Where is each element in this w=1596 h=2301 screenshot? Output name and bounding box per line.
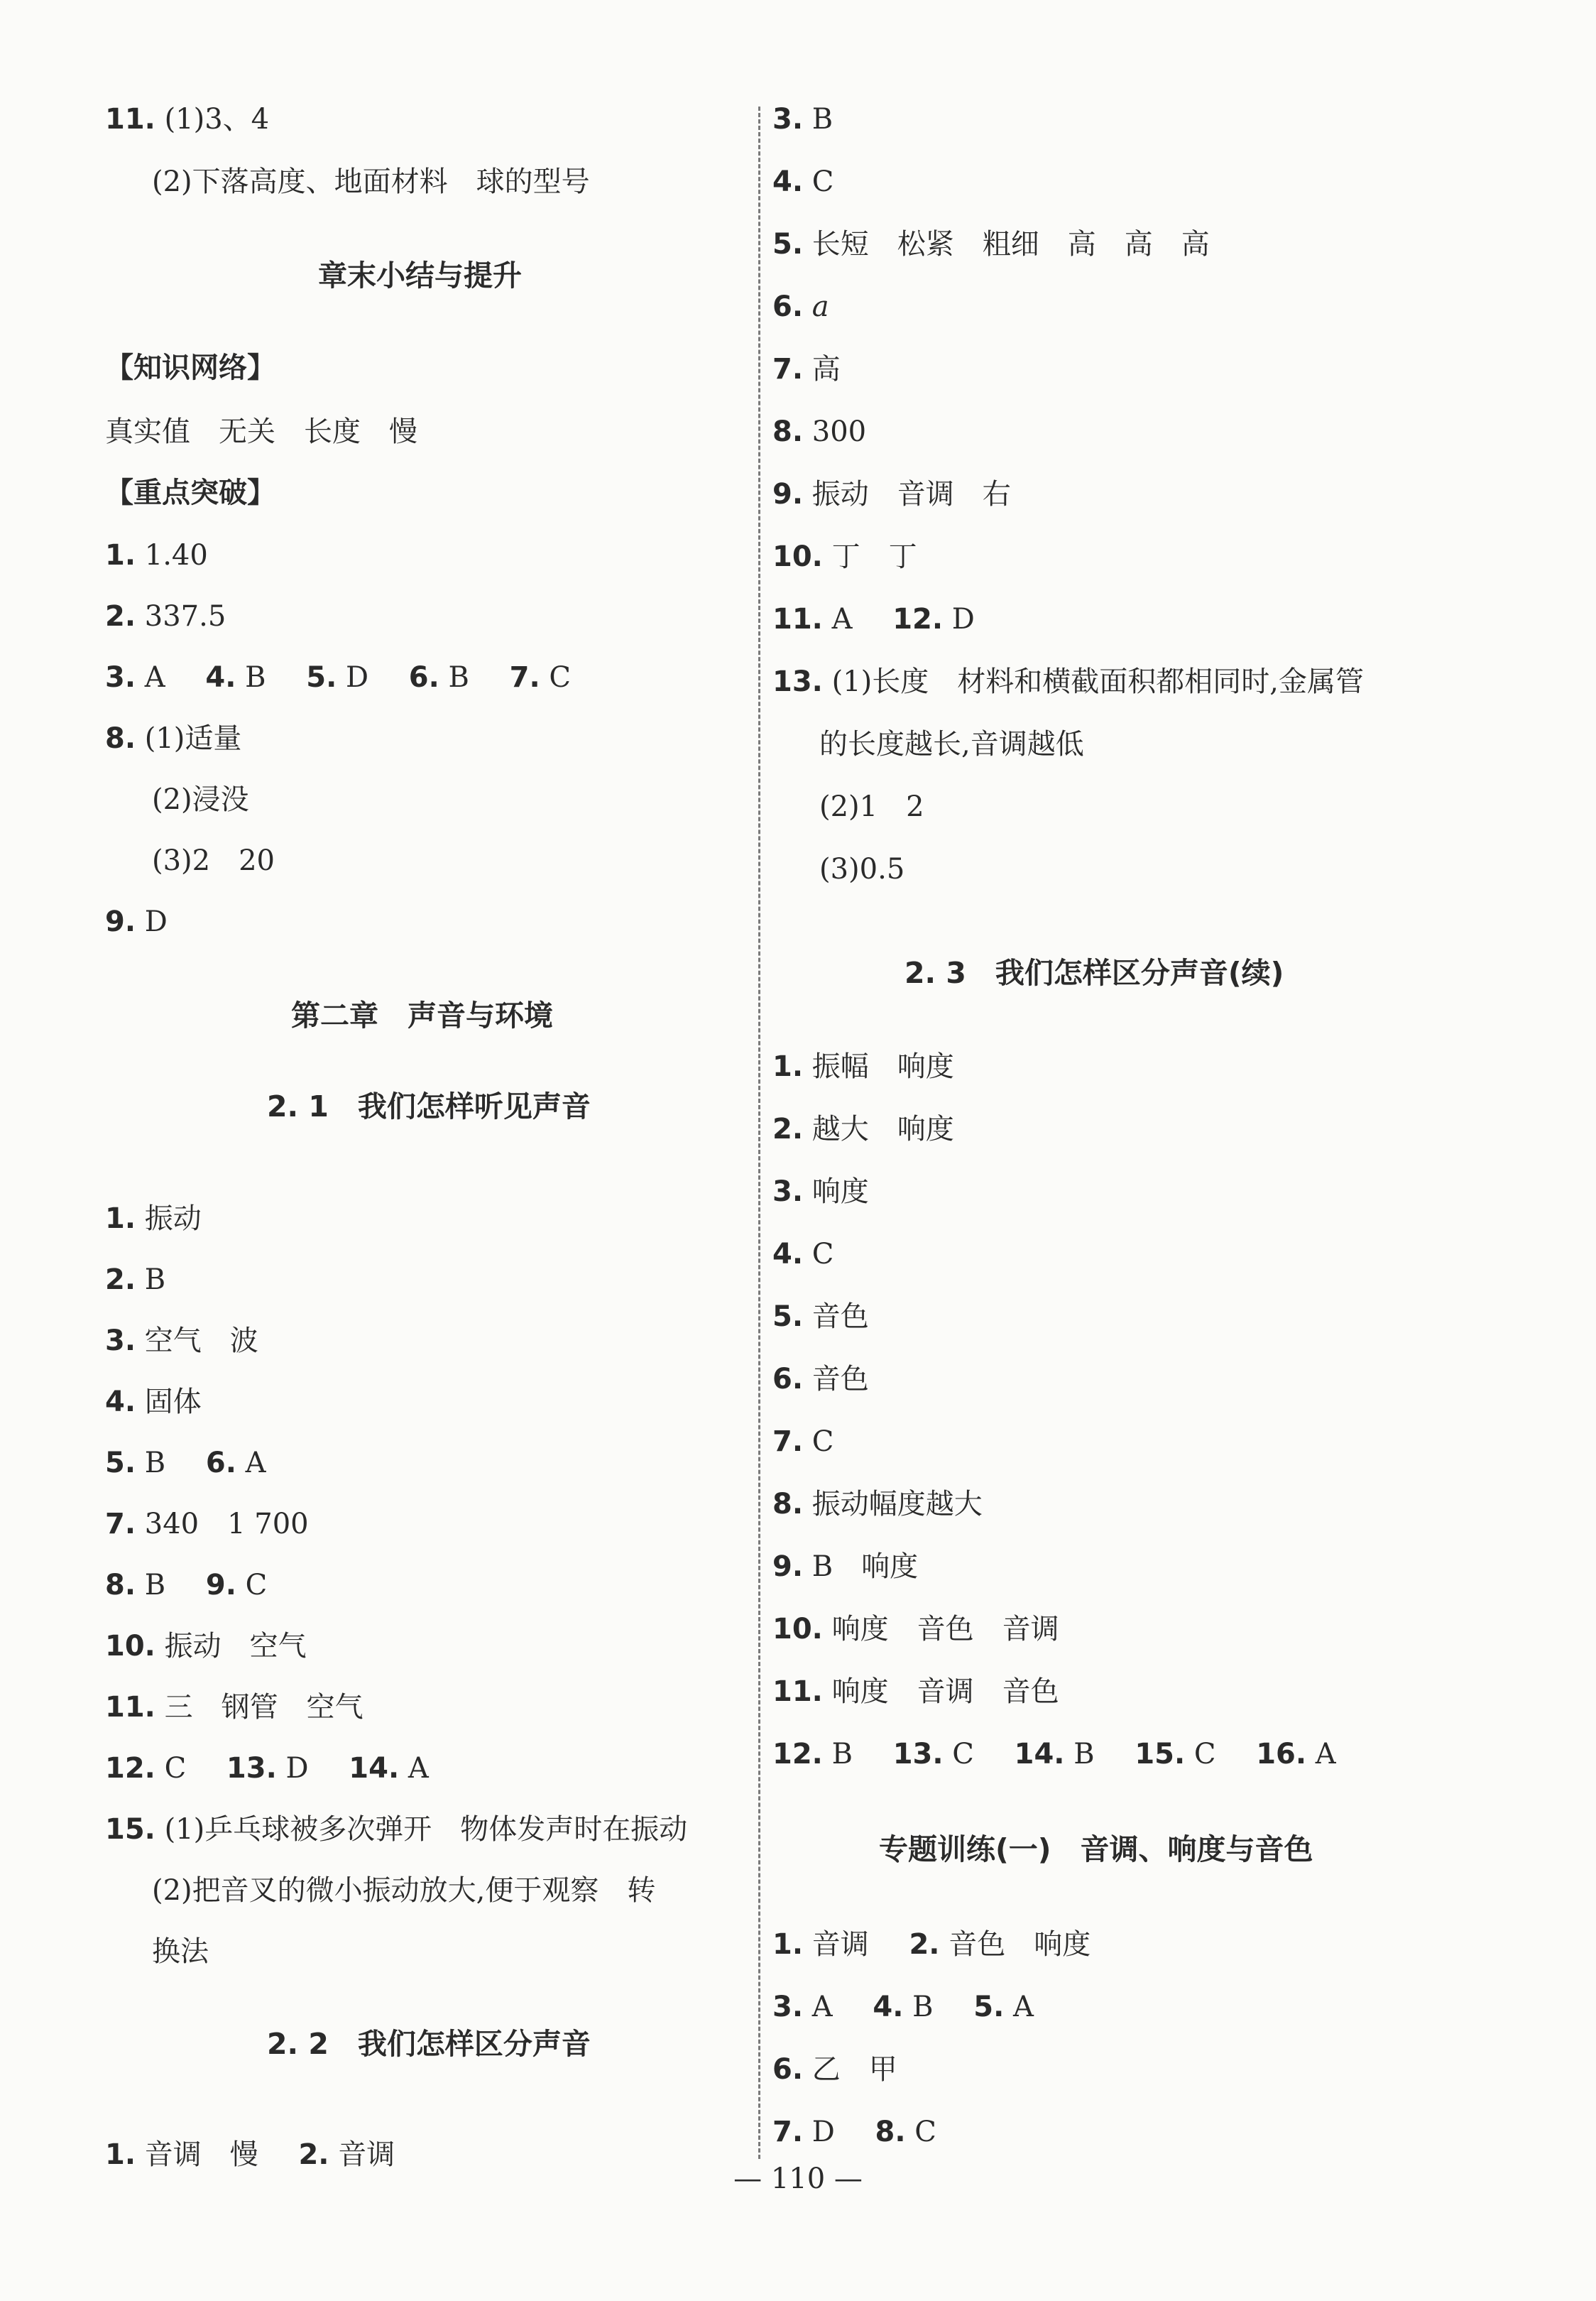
answer-line: 11. A 12. D [772,603,975,636]
answer-line: 7. C [772,1425,834,1458]
chapter-heading: 第二章 声音与环境 [291,999,553,1033]
section-heading: 2. 2 我们怎样区分声音 [267,2027,591,2061]
answer-line: 1. 音调 慢 2. 音调 [105,2138,395,2171]
answer-line: 6. 乙 甲 [772,2053,897,2086]
answer-line: 的长度越长,音调越低 [819,728,1084,761]
summary-heading: 章末小结与提升 [318,259,522,293]
knowledge-network-label: 【知识网络】 [105,352,275,384]
section-heading: 专题训练(一) 音调、响度与音色 [879,1832,1313,1866]
answer-line: 11. 三 钢管 空气 [105,1691,364,1724]
key-points-label: 【重点突破】 [105,477,275,509]
answer-line: 1. 1.40 [105,539,208,572]
answer-line: 8. (1)适量 [105,722,242,755]
answer-line: 11. (1)3、4 [105,103,270,136]
answer-line: 13. (1)长度 材料和横截面积都相同时,金属管 [772,665,1364,698]
column-divider [758,107,760,2159]
answer-line: 2. B [105,1263,166,1296]
answer-line: (2)把音叉的微小振动放大,便于观察 转 [152,1874,656,1907]
answer-line: 1. 音调 2. 音色 响度 [772,1928,1091,1961]
answer-line: 7. 340 1 700 [105,1508,309,1540]
answer-line: 10. 振动 空气 [105,1630,307,1663]
answer-line: 10. 丁 丁 [772,540,917,573]
answer-line: 2. 越大 响度 [772,1113,954,1146]
answer-line: 11. 响度 音调 音色 [772,1675,1059,1708]
answer-line: 5. B 6. A [105,1447,266,1479]
answer-line: 9. B 响度 [772,1550,919,1583]
answer-line: 4. C [772,1238,834,1271]
answer-line: 6. 音色 [772,1363,869,1396]
answer-line: 8. 振动幅度越大 [772,1488,983,1521]
answer-line: (3)2 20 [152,844,275,877]
answer-line: 换法 [152,1935,209,1968]
answer-line: 3. B [772,103,833,136]
knowledge-network-text: 真实值 无关 长度 慢 [105,415,417,448]
answer-line: 2. 337.5 [105,600,226,633]
answer-line: 5. 音色 [772,1300,869,1333]
answer-line: 12. B 13. C 14. B 15. C 16. A [772,1738,1336,1770]
answer-line: 8. 300 [772,415,867,448]
answer-line: 3. 响度 [772,1175,869,1208]
answer-line: 8. B 9. C [105,1569,268,1601]
answer-line: (3)0.5 [819,853,905,886]
answer-line: 3. A 4. B 5. A [772,1991,1034,2023]
answer-line: (2)下落高度、地面材料 球的型号 [152,165,590,198]
answer-line: (2)1 2 [819,790,924,823]
answer-line: 12. C 13. D 14. A [105,1752,429,1785]
answer-line: 3. 空气 波 [105,1324,258,1357]
answer-line: 1. 振幅 响度 [772,1050,954,1083]
answer-line: 10. 响度 音色 音调 [772,1613,1059,1645]
answer-line: 9. D [105,905,168,938]
answer-line: 1. 振动 [105,1202,202,1235]
answer-line: (2)浸没 [152,783,249,816]
answer-line: 7. D 8. C [772,2116,936,2148]
page-number: — 110 — [733,2163,863,2195]
answer-line: 6. a [772,290,829,323]
answer-line: 3. A 4. B 5. D 6. B 7. C [105,661,572,694]
answer-line: 4. 固体 [105,1386,202,1418]
answer-line: 4. C [772,165,834,198]
section-heading: 2. 1 我们怎样听见声音 [267,1089,591,1124]
answer-line: 9. 振动 音调 右 [772,478,1011,511]
answer-line: 5. 长短 松紧 粗细 高 高 高 [772,228,1210,261]
section-heading: 2. 3 我们怎样区分声音(续) [904,956,1284,990]
answer-line: 15. (1)乒乓球被多次弹开 物体发声时在振动 [105,1813,688,1846]
answer-line: 7. 高 [772,353,841,386]
